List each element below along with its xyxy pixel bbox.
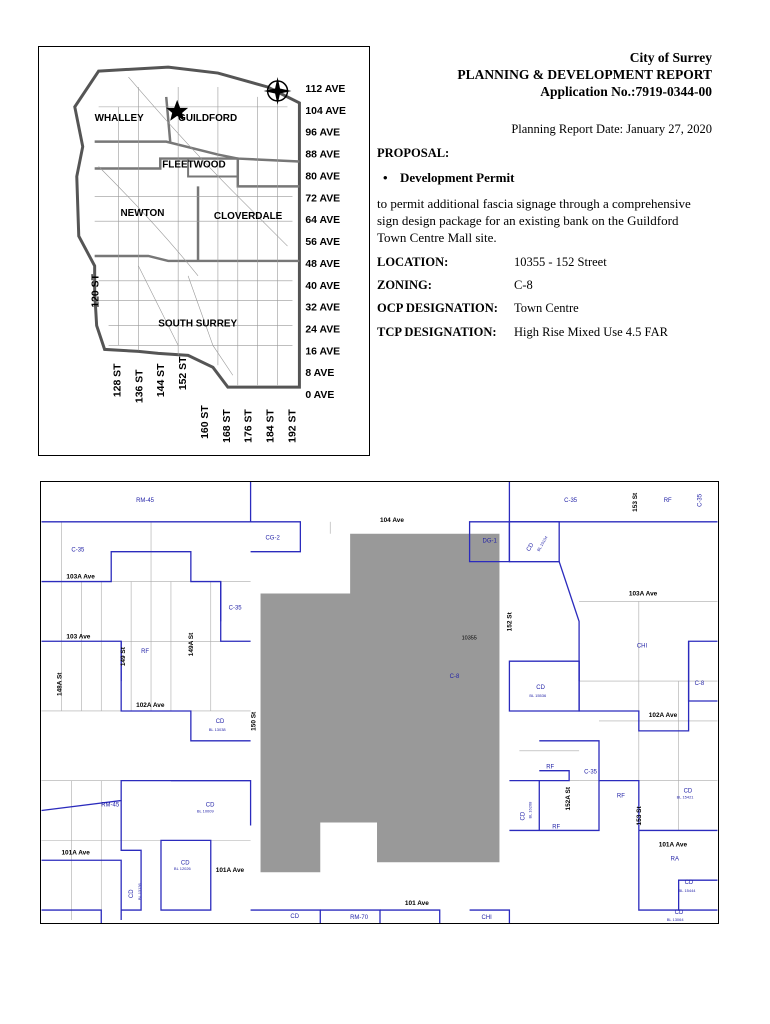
zone-label: CD — [683, 788, 693, 795]
report-date-label: Planning Report Date: — [511, 122, 624, 136]
street-104-ave: 104 Ave — [379, 516, 404, 524]
street-148a-st: 148A St — [56, 672, 64, 697]
street-153-st: 153 St — [635, 806, 643, 826]
bylaw-number: BL 13136 — [137, 883, 143, 901]
st-label: 136 ST — [134, 369, 146, 404]
area-south-surrey: SOUTH SURREY — [158, 318, 238, 330]
ave-label: 16 AVE — [305, 346, 341, 358]
bylaw-number: BL 10104 — [535, 535, 549, 553]
area-guildford: GUILDFORD — [178, 112, 238, 124]
zone-label: C-35 — [564, 497, 578, 504]
civic-address: 10355 — [461, 635, 477, 642]
zone-label: RM-45 — [136, 497, 155, 504]
north-compass-icon — [264, 77, 292, 105]
zone-label: CD — [525, 542, 536, 553]
ave-label: 80 AVE — [305, 171, 341, 183]
zone-label: CD — [290, 914, 300, 921]
detail-value: Town Centre — [514, 301, 579, 315]
zone-label: CHI — [481, 915, 492, 922]
zone-label: CD — [215, 718, 225, 725]
ave-label: 72 AVE — [305, 193, 341, 205]
ave-label: 88 AVE — [305, 149, 341, 161]
street-101-ave: 101 Ave — [404, 900, 429, 908]
zone-label: RF — [663, 497, 672, 504]
zone-label: RA — [670, 856, 679, 863]
zone-label: CHI — [636, 643, 648, 650]
zone-label: C-35 — [228, 605, 242, 612]
zone-label: C-35 — [584, 769, 598, 776]
detail-label: TCP DESIGNATION: — [377, 325, 497, 339]
bylaw-number: BL 15444 — [678, 888, 696, 894]
zone-label: CD — [129, 889, 136, 899]
site-map — [40, 481, 719, 924]
ave-label: 32 AVE — [305, 302, 341, 314]
street-152-st: 152 St — [506, 612, 514, 632]
st-label: 176 ST — [243, 409, 255, 443]
detail-ocp — [377, 301, 579, 316]
zone-label: RM-45 — [101, 802, 120, 809]
street-152a-st: 152A St — [565, 787, 573, 811]
ave-label: 40 AVE — [305, 280, 341, 292]
bylaw-number: BL 10009 — [196, 808, 214, 814]
bylaw-number: BL 13064 — [666, 917, 684, 923]
detail-label: ZONING: — [377, 278, 432, 292]
detail-label: OCP DESIGNATION: — [377, 301, 498, 315]
application-value: 7919-0344-00 — [635, 84, 712, 99]
report-date — [511, 122, 712, 137]
report-title: PLANNING & DEVELOPMENT REPORT — [457, 67, 712, 82]
street-149a-st: 149A St — [187, 632, 195, 657]
area-whalley: WHALLEY — [94, 112, 144, 124]
city-name: City of Surrey — [629, 50, 712, 65]
street-101a-ave-west: 101A Ave — [215, 867, 245, 875]
street-103a-ave: 103A Ave — [66, 573, 95, 581]
zone-label: CD — [674, 910, 684, 917]
application-number — [457, 83, 712, 100]
zone-label: CD — [520, 811, 527, 821]
bullet: • — [383, 170, 388, 185]
detail-value: 10355 - 152 Street — [514, 255, 607, 269]
zone-label: C-8 — [694, 681, 705, 688]
proposal-heading: PROPOSAL: — [377, 146, 450, 160]
detail-location — [377, 255, 607, 270]
detail-zoning — [377, 278, 533, 293]
street-101a-ave-east: 101A Ave — [658, 841, 688, 849]
zone-label: CD — [205, 802, 215, 809]
bylaw-number: BL 15421 — [676, 794, 694, 800]
report-date-value: January 27, 2020 — [626, 122, 712, 136]
ave-label: 104 AVE — [305, 105, 346, 117]
zone-label: RF — [552, 824, 561, 831]
ave-label: 0 AVE — [305, 390, 335, 402]
zone-label: RF — [141, 649, 150, 656]
ave-label: 64 AVE — [305, 215, 341, 227]
bylaw-number: BL 16268 — [527, 801, 533, 819]
street-103a-ave-east: 103A Ave — [628, 590, 658, 598]
proposal-description: to permit additional fascia signage through a comprehensive sign design package for an existing bank on the Guildford Town Centre Mall site. — [377, 196, 691, 245]
key-map-drawing — [39, 47, 369, 455]
st-label: 192 ST — [287, 409, 299, 443]
st-label: 160 ST — [199, 405, 211, 439]
ave-label: 112 AVE — [305, 83, 346, 95]
bylaw-number: BL 12026 — [173, 866, 191, 872]
subject-site — [261, 534, 500, 872]
st-label: 152 ST — [178, 356, 190, 391]
zone-label: CD — [536, 685, 545, 692]
street-149-st: 149 St — [120, 647, 128, 667]
area-newton: NEWTON — [120, 208, 165, 220]
detail-tcp — [377, 325, 668, 340]
st-label: 120 ST — [90, 274, 102, 308]
report-header — [457, 49, 712, 100]
street-101a-ave: 101A Ave — [61, 849, 90, 857]
street-153-st-north: 153 St — [631, 492, 639, 512]
application-label: Application No.: — [540, 84, 636, 99]
ave-label: 56 AVE — [305, 237, 341, 249]
st-label: 184 ST — [265, 409, 277, 443]
bylaw-number: BL 13038 — [208, 726, 226, 732]
street-102a-ave: 102A Ave — [136, 701, 165, 709]
detail-value: C-8 — [514, 278, 533, 292]
zone-label: DG-1 — [482, 538, 497, 545]
ave-label: 24 AVE — [305, 324, 341, 336]
st-label: 168 ST — [221, 409, 233, 443]
ave-label: 8 AVE — [305, 368, 335, 380]
zone-label: RM-70 — [350, 915, 369, 922]
permit-type — [383, 170, 514, 186]
ave-label: 96 AVE — [305, 127, 341, 139]
street-150-st: 150 St — [250, 711, 258, 731]
ave-label: 48 AVE — [305, 258, 341, 270]
zone-label: RF — [616, 793, 625, 800]
detail-label: LOCATION: — [377, 255, 449, 269]
zone-label: C-35 — [697, 493, 704, 507]
zone-label: RF — [546, 764, 555, 771]
key-map — [38, 46, 370, 456]
street-102a-ave-east: 102A Ave — [648, 711, 678, 719]
site-map-drawing — [41, 482, 718, 923]
st-label: 128 ST — [112, 363, 124, 398]
zone-label: CD — [180, 860, 190, 867]
area-cloverdale: CLOVERDALE — [213, 211, 283, 223]
street-103-ave: 103 Ave — [66, 633, 91, 641]
detail-value: High Rise Mixed Use 4.5 FAR — [514, 325, 668, 339]
zone-label-subject: C-8 — [449, 674, 460, 681]
permit-type-label: Development Permit — [400, 170, 515, 185]
zone-label: CG-2 — [265, 535, 280, 542]
st-label: 144 ST — [156, 363, 168, 398]
bylaw-number: BL 15536 — [529, 693, 547, 699]
zone-label: C-35 — [71, 547, 85, 554]
zone-label: CD — [684, 880, 694, 887]
area-fleetwood: FLEETWOOD — [162, 159, 226, 171]
